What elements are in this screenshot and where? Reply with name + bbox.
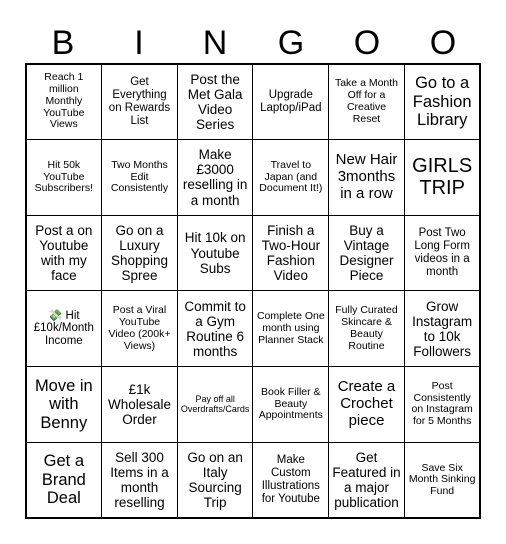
- bingo-cell-r3-c5[interactable]: Grow Instagram to 10k Followers: [404, 290, 481, 367]
- bingo-cell-r3-c2[interactable]: Commit to a Gym Routine 6 months: [177, 290, 254, 367]
- bingo-grid: [25, 63, 481, 519]
- bingo-cell-r0-c1[interactable]: Get Everything on Rewards List: [101, 64, 178, 141]
- bingo-cell-r4-c4[interactable]: Create a Crochet piece: [328, 366, 405, 443]
- header-letter-g: G: [277, 23, 305, 62]
- bingo-cell-r0-c3[interactable]: Upgrade Laptop/iPad: [252, 64, 329, 141]
- header-letter-b: B: [51, 23, 75, 62]
- bingo-cell-r3-c1[interactable]: Post a Viral YouTube Video (200k+ Views): [101, 290, 178, 367]
- bingo-cell-r4-c5[interactable]: Post Consistently on Instagram for 5 Months: [404, 366, 481, 443]
- bingo-cell-r4-c1[interactable]: £1k Wholesale Order: [101, 366, 178, 443]
- bingo-header: [25, 22, 481, 64]
- bingo-cell-r1-c1[interactable]: Two Months Edit Consistently: [101, 139, 178, 216]
- bingo-cell-r5-c0[interactable]: Get a Brand Deal: [26, 442, 103, 519]
- header-letter-o2: O: [429, 23, 457, 62]
- bingo-cell-r1-c4[interactable]: New Hair 3months in a row: [328, 139, 405, 216]
- bingo-cell-r1-c2[interactable]: Make £3000 reselling in a month: [177, 139, 254, 216]
- bingo-cell-r0-c2[interactable]: Post the Met Gala Video Series: [177, 64, 254, 141]
- bingo-cell-r2-c3[interactable]: Finish a Two-Hour Fashion Video: [252, 215, 329, 292]
- header-letter-n: N: [202, 23, 228, 62]
- bingo-cell-r0-c4[interactable]: Take a Month Off for a Creative Reset: [328, 64, 405, 141]
- bingo-cell-r5-c4[interactable]: Get Featured in a major publication: [328, 442, 405, 519]
- bingo-cell-r5-c5[interactable]: Save Six Month Sinking Fund: [404, 442, 481, 519]
- bingo-cell-r2-c1[interactable]: Go on a Luxury Shopping Spree: [101, 215, 178, 292]
- bingo-cell-r5-c2[interactable]: Go on an Italy Sourcing Trip: [177, 442, 254, 519]
- bingo-cell-r1-c3[interactable]: Travel to Japan (and Document It!): [252, 139, 329, 216]
- bingo-cell-r0-c0[interactable]: Reach 1 million Monthly YouTube Views: [26, 64, 103, 141]
- bingo-cell-r5-c1[interactable]: Sell 300 Items in a month reselling: [101, 442, 178, 519]
- bingo-cell-r1-c0[interactable]: Hit 50k YouTube Subscribers!: [26, 139, 103, 216]
- bingo-cell-r3-c3[interactable]: Complete One month using Planner Stack: [252, 290, 329, 367]
- header-letter-o: O: [353, 23, 381, 62]
- bingo-cell-r3-c0[interactable]: 💸 Hit £10k/Month Income: [26, 290, 103, 367]
- bingo-cell-r0-c5[interactable]: Go to a Fashion Library: [404, 64, 481, 141]
- bingo-cell-r1-c5[interactable]: GIRLS TRIP: [404, 139, 481, 216]
- bingo-cell-r4-c2[interactable]: Pay off all Overdrafts/Cards: [177, 366, 254, 443]
- bingo-cell-r4-c3[interactable]: Book Filler & Beauty Appointments: [252, 366, 329, 443]
- bingo-cell-r4-c0[interactable]: Move in with Benny: [26, 366, 103, 443]
- bingo-cell-r5-c3[interactable]: Make Custom Illustrations for Youtube: [252, 442, 329, 519]
- bingo-cell-r2-c2[interactable]: Hit 10k on Youtube Subs: [177, 215, 254, 292]
- bingo-cell-r3-c4[interactable]: Fully Curated Skincare & Beauty Routine: [328, 290, 405, 367]
- header-letter-i: I: [134, 23, 144, 62]
- bingo-cell-r2-c0[interactable]: Post a on Youtube with my face: [26, 215, 103, 292]
- bingo-cell-r2-c5[interactable]: Post Two Long Form videos in a month: [404, 215, 481, 292]
- bingo-cell-r2-c4[interactable]: Buy a Vintage Designer Piece: [328, 215, 405, 292]
